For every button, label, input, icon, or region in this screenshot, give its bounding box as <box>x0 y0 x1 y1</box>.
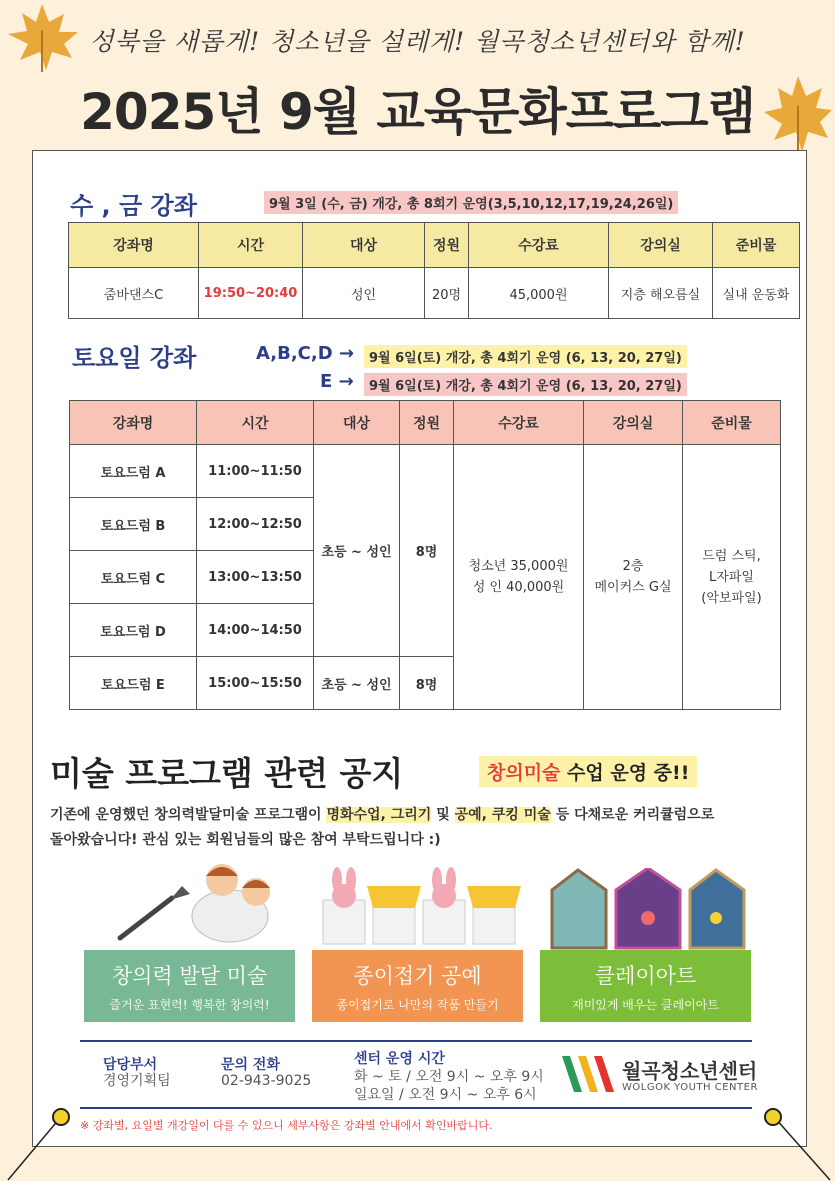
footnote: ※ 강좌별, 요일별 개강일이 다를 수 있으니 세부사항은 강좌별 안내에서 확인바랍니다. <box>80 1119 493 1132</box>
art-section-title: 미술 프로그램 관련 공지 <box>50 754 404 793</box>
course-time: 13:00~13:50 <box>197 551 314 604</box>
col-header: 강의실 <box>609 223 713 268</box>
col-header: 시간 <box>199 223 303 268</box>
table-row <box>69 268 800 319</box>
notice-text: 기존에 운영했던 창의력발달미술 프로그램이 <box>50 807 327 823</box>
program-title: 클레이아트 <box>594 964 697 988</box>
notice-highlight: 명화수업, 그리기 <box>326 807 432 823</box>
col-header: 정원 <box>400 401 454 445</box>
course-name: 토요드럼 A <box>70 445 197 498</box>
program-subtitle: 재미있게 배우는 클레이아트 <box>572 998 719 1012</box>
hours-label: 센터 운영 시간 <box>354 1051 445 1067</box>
art-badge-highlight: 창의미술 <box>487 762 561 784</box>
notice-text: 등 다채로운 커리큘럼으로 <box>550 807 715 823</box>
supplies-line: 드럼 스틱, <box>702 548 761 564</box>
course-room: 지층 해오름실 <box>609 268 713 319</box>
course-name: 줌바댄스C <box>69 268 199 319</box>
wed-fri-schedule: 9월 3일 (수, 금) 개강, 총 8회기 운영(3,5,10,12,17,19,24,26일) <box>264 191 678 214</box>
wed-fri-table <box>68 222 800 319</box>
notice-text: 및 <box>431 807 455 823</box>
program-card-clay <box>540 950 751 1022</box>
dept-label: 담당부서 <box>103 1057 158 1073</box>
course-target: 성인 <box>303 268 425 319</box>
fee-youth: 청소년 35,000원 <box>468 559 569 574</box>
course-supplies <box>683 445 781 710</box>
course-time: 11:00~11:50 <box>197 445 314 498</box>
col-header: 강좌명 <box>69 223 199 268</box>
course-fee <box>454 445 584 710</box>
course-time: 14:00~14:50 <box>197 604 314 657</box>
group2-schedule: 9월 6일(토) 개강, 총 4회기 운영 (6, 13, 20, 27일) <box>364 373 687 396</box>
course-name: 토요드럼 C <box>70 551 197 604</box>
group2-label: E → <box>320 371 354 392</box>
notice-text: 돌아왔습니다! 관심 있는 회원님들의 많은 참여 부탁드립니다 :) <box>50 832 441 848</box>
course-name: 토요드럼 E <box>70 657 197 710</box>
paintbrush-sheep-illustration <box>110 858 290 948</box>
col-header: 시간 <box>197 401 314 445</box>
pin-icon <box>52 1108 70 1126</box>
art-badge-text: 수업 운영 중!! <box>560 762 690 784</box>
notice-highlight: 공예, 쿠킹 미술 <box>454 807 551 823</box>
program-subtitle: 종이접기로 나만의 작품 만들기 <box>336 998 499 1012</box>
program-card-origami <box>312 950 523 1022</box>
dept-value: 경영기획팀 <box>103 1073 171 1089</box>
slogan: 성북을 새롭게! 청소년을 설레게! 월곡청소년센터와 함께! <box>89 27 746 56</box>
room-name: 메이커스 G실 <box>594 580 672 595</box>
program-title: 창의력 발달 미술 <box>111 964 268 988</box>
col-header: 대상 <box>303 223 425 268</box>
center-name: 월곡청소년센터 <box>622 1059 758 1083</box>
fee-adult: 성 인 40,000원 <box>472 580 565 595</box>
course-capacity: 8명 <box>400 657 454 710</box>
course-capacity: 8명 <box>400 445 454 657</box>
col-header: 수강료 <box>469 223 609 268</box>
phone-label: 문의 전화 <box>221 1057 280 1073</box>
col-header: 수강료 <box>454 401 584 445</box>
hours-weekday: 화 ~ 토 / 오전 9시 ~ 오후 9시 <box>354 1069 544 1085</box>
col-header: 준비물 <box>713 223 800 268</box>
col-header: 강좌명 <box>70 401 197 445</box>
program-subtitle: 즐거운 표현력! 행복한 창의력! <box>109 998 270 1012</box>
col-header: 강의실 <box>584 401 683 445</box>
group1-label: A,B,C,D → <box>256 343 354 364</box>
supplies-line: (악보파일) <box>701 590 762 606</box>
course-fee: 45,000원 <box>469 268 609 319</box>
supplies-line: L자파일 <box>709 569 754 585</box>
saturday-section-title: 토요일 강좌 <box>72 344 197 372</box>
pin-icon <box>764 1108 782 1126</box>
course-name: 토요드럼 B <box>70 498 197 551</box>
hours-sunday: 일요일 / 오전 9시 ~ 오후 6시 <box>354 1087 537 1103</box>
course-room <box>584 445 683 710</box>
col-header: 정원 <box>425 223 469 268</box>
art-badge <box>479 756 697 787</box>
center-name-en: WOLGOK YOUTH CENTER <box>622 1082 758 1093</box>
course-supplies: 실내 운동화 <box>713 268 800 319</box>
course-time: 15:00~15:50 <box>197 657 314 710</box>
course-time: 19:50~20:40 <box>199 268 303 319</box>
program-title: 종이접기 공예 <box>353 964 482 988</box>
wed-fri-section-title: 수 , 금 강좌 <box>70 192 197 220</box>
origami-craft-illustration <box>315 866 525 948</box>
group1-schedule: 9월 6일(토) 개강, 총 4회기 운영 (6, 13, 20, 27일) <box>364 345 687 368</box>
course-capacity: 20명 <box>425 268 469 319</box>
col-header: 대상 <box>314 401 400 445</box>
course-target: 초등 ~ 성인 <box>314 445 400 657</box>
room-floor: 2층 <box>622 559 644 574</box>
center-logo-icon <box>560 1052 616 1096</box>
course-name: 토요드럼 D <box>70 604 197 657</box>
course-target: 초등 ~ 성인 <box>314 657 400 710</box>
saturday-table <box>69 400 781 710</box>
footer-top-rule <box>80 1040 752 1042</box>
phone-value: 02-943-9025 <box>221 1073 312 1089</box>
page-title: 2025년 9월 교육문화프로그램 <box>80 83 755 141</box>
course-time: 12:00~12:50 <box>197 498 314 551</box>
hanging-string-decoration <box>0 1100 835 1181</box>
program-card-creative-art <box>84 950 295 1022</box>
col-header: 준비물 <box>683 401 781 445</box>
clay-art-illustration <box>548 868 748 950</box>
table-row <box>70 445 781 498</box>
art-notice <box>50 803 800 853</box>
